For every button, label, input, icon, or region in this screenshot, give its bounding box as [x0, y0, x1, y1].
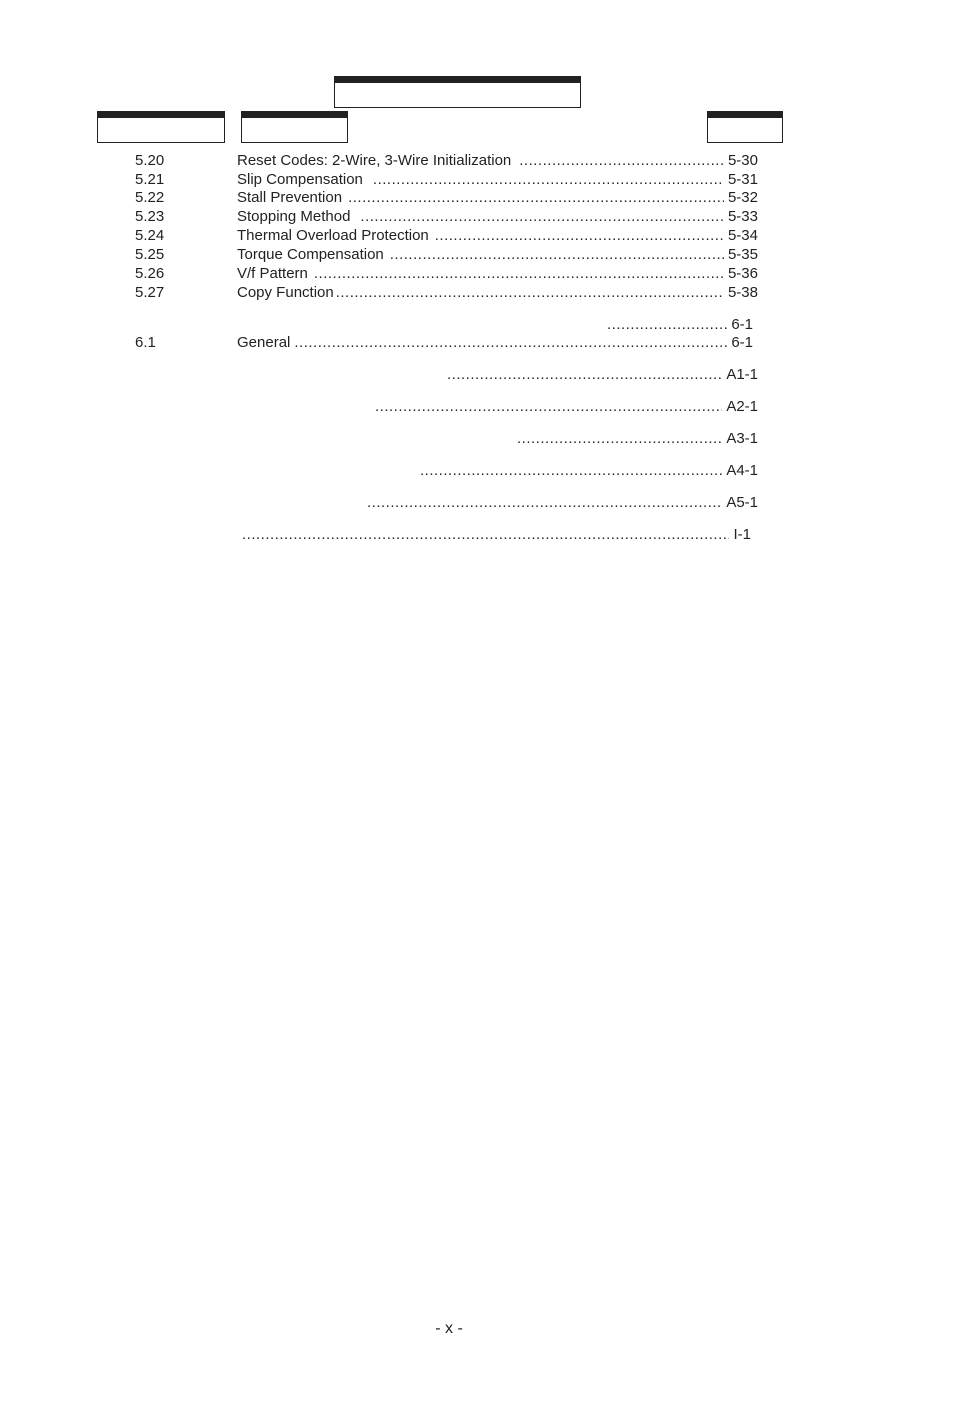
toc-page: A5-1: [726, 494, 758, 511]
toc-number: 5.24: [135, 227, 165, 244]
toc-page: 5-31: [727, 171, 758, 188]
toc-title: Stall Prevention: [237, 189, 343, 206]
toc-title: General: [237, 334, 291, 351]
toc-title: Copy Function: [237, 284, 334, 301]
toc-page: 6-1: [731, 316, 753, 333]
toc-page: 5-38: [727, 284, 758, 301]
page-footer: [0, 1320, 954, 1338]
toc-page: 5-33: [727, 208, 758, 225]
toc-leader: [519, 151, 724, 170]
toc-leader: [447, 365, 722, 384]
toc-page: 5-36: [727, 265, 758, 282]
toc-title: Reset Codes: 2-Wire, 3-Wire Initialization: [237, 152, 512, 169]
toc-number: 5.20: [135, 152, 165, 169]
toc-page: 5-35: [727, 246, 758, 263]
toc-leader: [375, 397, 722, 416]
toc-leader: [373, 170, 724, 189]
header-section-box: [97, 111, 225, 143]
toc-leader: [348, 188, 724, 207]
header-subsection-box: [241, 111, 348, 143]
toc-title: V/f Pattern: [237, 265, 308, 282]
toc-number: 5.21: [135, 171, 165, 188]
toc-leader: [607, 315, 727, 334]
toc-leader: [367, 493, 722, 512]
page-number: - x -: [435, 1320, 463, 1337]
toc-leader: [314, 264, 724, 283]
toc-page: I-1: [733, 526, 751, 543]
toc-title: Thermal Overload Protection: [237, 227, 429, 244]
toc-title: Torque Compensation: [237, 246, 384, 263]
toc-page: A2-1: [726, 398, 758, 415]
toc-page: 5-30: [727, 152, 758, 169]
toc-title: Stopping Method: [237, 208, 351, 225]
header-page-box: [707, 111, 783, 143]
toc-number: 5.22: [135, 189, 165, 206]
toc-title: Slip Compensation: [237, 171, 363, 188]
toc-leader: [294, 333, 727, 352]
toc-number: 5.27: [135, 284, 165, 301]
toc-page: 6-1: [731, 334, 753, 351]
toc-number: 5.26: [135, 265, 165, 282]
header-title-box: [334, 76, 581, 108]
toc-leader: [242, 525, 729, 544]
toc-leader: [360, 207, 724, 226]
toc-page: 5-32: [727, 189, 758, 206]
toc-leader: [336, 283, 724, 302]
toc-page: A1-1: [726, 366, 758, 383]
toc-number: 5.23: [135, 208, 165, 225]
toc-leader: [390, 245, 724, 264]
toc-page: A3-1: [726, 430, 758, 447]
toc-leader: [420, 461, 722, 480]
toc-leader: [517, 429, 722, 448]
toc-leader: [435, 226, 724, 245]
toc-number: 5.25: [135, 246, 165, 263]
toc-page: 5-34: [727, 227, 758, 244]
toc-page: A4-1: [726, 462, 758, 479]
toc-number: 6.1: [135, 334, 156, 351]
